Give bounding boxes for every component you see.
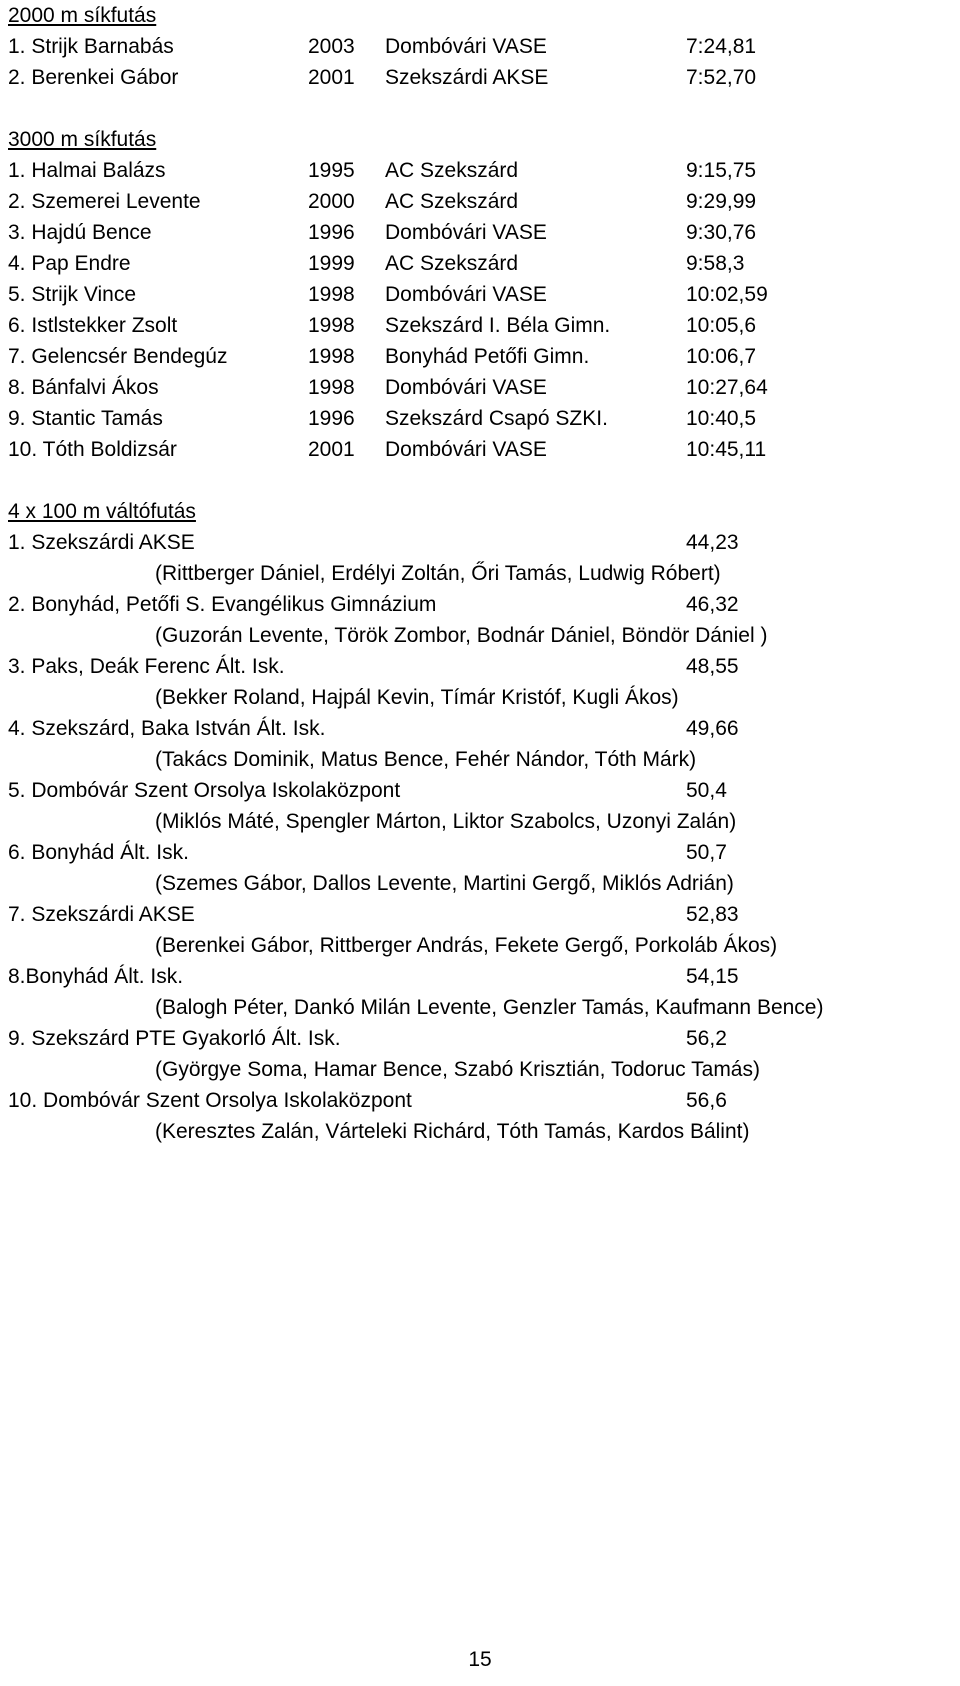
- relay-team: 6. Bonyhád Ált. Isk.: [8, 841, 189, 864]
- result-row: [8, 372, 948, 403]
- relay-members-row: [8, 806, 948, 837]
- relay-team: 2. Bonyhád, Petőfi S. Evangélikus Gimnázium: [8, 593, 437, 616]
- relay-team: 8.Bonyhád Ált. Isk.: [8, 965, 184, 988]
- athlete-name: 4. Pap Endre: [8, 252, 131, 275]
- result-time: 7:52,70: [686, 66, 757, 89]
- relay-time: 50,4: [686, 779, 727, 802]
- result-row: [8, 279, 948, 310]
- relay-time: 44,23: [686, 531, 739, 554]
- athlete-name: 3. Hajdú Bence: [8, 221, 152, 244]
- relay-members: (Szemes Gábor, Dallos Levente, Martini Gergő, Miklós Adrián): [155, 872, 734, 895]
- result-time: 10:06,7: [686, 345, 757, 368]
- result-time: 10:40,5: [686, 407, 757, 430]
- relay-time: 46,32: [686, 593, 739, 616]
- result-time: 10:45,11: [686, 438, 767, 461]
- relay-members-row: [8, 1116, 948, 1147]
- club: Bonyhád Petőfi Gimn.: [385, 345, 590, 368]
- birth-year: 2001: [308, 438, 355, 461]
- birth-year: 1999: [308, 252, 355, 275]
- relay-team-row: [8, 1085, 948, 1116]
- results-document: [8, 0, 948, 1147]
- club: Dombóvári VASE: [385, 35, 547, 58]
- result-row: [8, 403, 948, 434]
- birth-year: 1996: [308, 221, 355, 244]
- result-time: 10:27,64: [686, 376, 768, 399]
- relay-members: (Keresztes Zalán, Vártelеki Richárd, Tóth Tamás, Kardos Bálint): [155, 1120, 750, 1143]
- result-time: 9:29,99: [686, 190, 757, 213]
- relay-time: 56,6: [686, 1089, 727, 1112]
- birth-year: 1998: [308, 345, 355, 368]
- result-row: [8, 31, 948, 62]
- result-row: [8, 217, 948, 248]
- relay-members-row: [8, 992, 948, 1023]
- result-row: [8, 248, 948, 279]
- relay-team: 5. Dombóvár Szent Orsolya Iskolaközpont: [8, 779, 401, 802]
- relay-members-row: [8, 1054, 948, 1085]
- relay-team: 7. Szekszárdi AKSE: [8, 903, 195, 926]
- birth-year: 1996: [308, 407, 355, 430]
- relay-members: (Guzorán Levente, Török Zombor, Bodnár Dániel, Böndör Dániel ): [155, 624, 768, 647]
- relay-team: 9. Szekszárd PTE Gyakorló Ált. Isk.: [8, 1027, 341, 1050]
- club: AC Szekszárd: [385, 159, 519, 182]
- result-time: 10:02,59: [686, 283, 768, 306]
- relay-members-row: [8, 868, 948, 899]
- relay-time: 56,2: [686, 1027, 727, 1050]
- relay-team-row: [8, 775, 948, 806]
- club: AC Szekszárd: [385, 252, 519, 275]
- relay-members-row: [8, 620, 948, 651]
- birth-year: 1995: [308, 159, 355, 182]
- result-row: [8, 341, 948, 372]
- relay-team-row: [8, 837, 948, 868]
- athlete-name: 10. Tóth Boldizsár: [8, 438, 177, 461]
- birth-year: 2001: [308, 66, 355, 89]
- club: Dombóvári VASE: [385, 438, 547, 461]
- relay-members-row: [8, 744, 948, 775]
- relay-team-row: [8, 1023, 948, 1054]
- club: Szekszárd Csapó SZKI.: [385, 407, 608, 430]
- relay-time: 54,15: [686, 965, 739, 988]
- relay-members: (Berenkei Gábor, Rittberger András, Fekete Gergő, Porkoláb Ákos): [155, 934, 778, 957]
- athlete-name: 8. Bánfalvi Ákos: [8, 376, 159, 399]
- blank-line: [8, 465, 948, 496]
- athlete-name: 5. Strijk Vince: [8, 283, 136, 306]
- relay-team: 3. Paks, Deák Ferenc Ált. Isk.: [8, 655, 285, 678]
- relay-time: 50,7: [686, 841, 727, 864]
- relay-time: 52,83: [686, 903, 739, 926]
- relay-members: (Bekker Roland, Hajpál Kevin, Tímár Kristóf, Kugli Ákos): [155, 686, 679, 709]
- relay-title: 4 x 100 m váltófutás: [8, 500, 196, 523]
- athlete-name: 1. Halmai Balázs: [8, 159, 166, 182]
- relay-team-row: [8, 899, 948, 930]
- relay-team-row: [8, 713, 948, 744]
- relay-members-row: [8, 558, 948, 589]
- relay-team-row: [8, 527, 948, 558]
- club: Dombóvári VASE: [385, 221, 547, 244]
- athlete-name: 7. Gelencsér Bendegúz: [8, 345, 228, 368]
- relay-team: 1. Szekszárdi AKSE: [8, 531, 195, 554]
- club: Dombóvári VASE: [385, 283, 547, 306]
- club: Szekszárdi AKSE: [385, 66, 549, 89]
- athlete-name: 6. Istlstekker Zsolt: [8, 314, 178, 337]
- result-row: [8, 62, 948, 93]
- result-time: 9:58,3: [686, 252, 745, 275]
- relay-time: 48,55: [686, 655, 739, 678]
- relay-members-row: [8, 930, 948, 961]
- birth-year: 1998: [308, 376, 355, 399]
- relay-team-row: [8, 589, 948, 620]
- birth-year: 1998: [308, 283, 355, 306]
- club: Szekszárd I. Béla Gimn.: [385, 314, 611, 337]
- relay-members: (Rittberger Dániel, Erdélyi Zoltán, Őri Tamás, Ludwig Róbert): [155, 562, 721, 585]
- result-row: [8, 310, 948, 341]
- club: AC Szekszárd: [385, 190, 519, 213]
- relay-members-row: [8, 682, 948, 713]
- relay-members: (Balogh Péter, Dankó Milán Levente, Genzler Tamás, Kaufmann Bence): [155, 996, 824, 1019]
- birth-year: 2003: [308, 35, 355, 58]
- page-number: 15: [468, 1648, 492, 1671]
- birth-year: 2000: [308, 190, 355, 213]
- relay-team: 10. Dombóvár Szent Orsolya Iskolaközpont: [8, 1089, 412, 1112]
- relay-team-row: [8, 651, 948, 682]
- result-row: [8, 155, 948, 186]
- athlete-name: 2. Berenkei Gábor: [8, 66, 179, 89]
- birth-year: 1998: [308, 314, 355, 337]
- result-row: [8, 186, 948, 217]
- athlete-name: 2. Szemerei Levente: [8, 190, 201, 213]
- relay-time: 49,66: [686, 717, 739, 740]
- relay-members: (Takács Dominik, Matus Bence, Fehér Nándor, Tóth Márk): [155, 748, 697, 771]
- section-title: 2000 m síkfutás: [8, 4, 157, 27]
- blank-line: [8, 93, 948, 124]
- relay-members: (Györgye Soma, Hamar Bence, Szabó Krisztián, Todoruc Tamás): [155, 1058, 760, 1081]
- result-time: 9:30,76: [686, 221, 757, 244]
- relay-members: (Miklós Máté, Spengler Márton, Liktor Szabolcs, Uzonyi Zalán): [155, 810, 737, 833]
- relay-team-row: [8, 961, 948, 992]
- athlete-name: 9. Stantic Tamás: [8, 407, 163, 430]
- section-title: 3000 m síkfutás: [8, 128, 157, 151]
- athlete-name: 1. Strijk Barnabás: [8, 35, 174, 58]
- club: Dombóvári VASE: [385, 376, 547, 399]
- result-time: 7:24,81: [686, 35, 757, 58]
- result-time: 10:05,6: [686, 314, 757, 337]
- result-row: [8, 434, 948, 465]
- result-time: 9:15,75: [686, 159, 757, 182]
- relay-team: 4. Szekszárd, Baka István Ált. Isk.: [8, 717, 326, 740]
